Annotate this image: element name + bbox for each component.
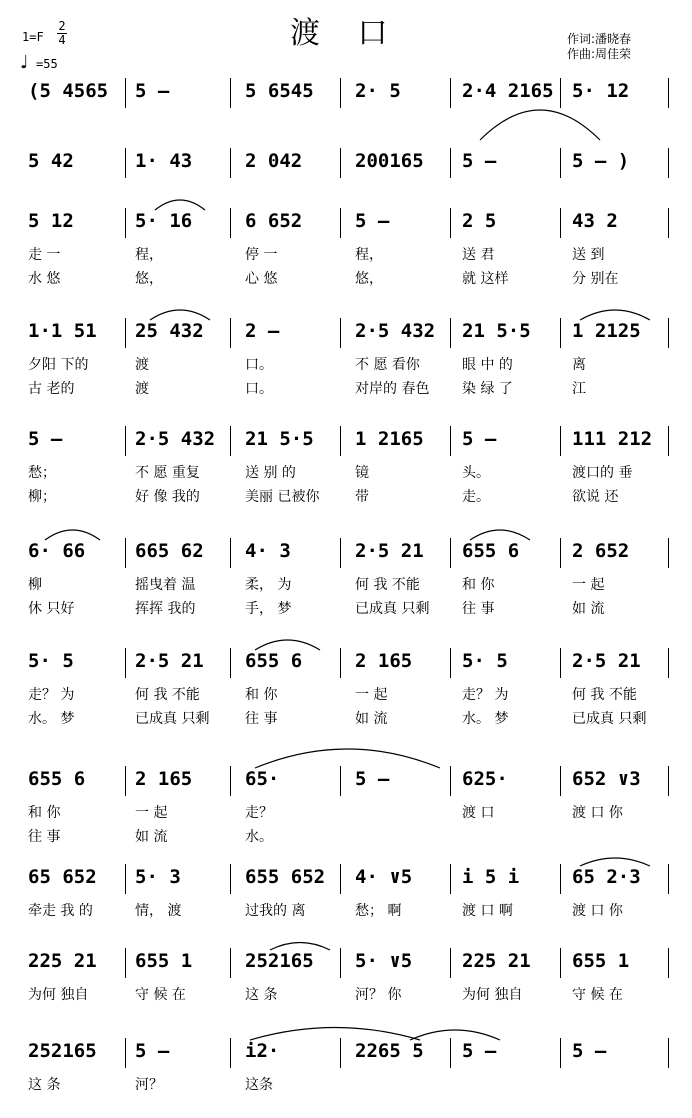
lyric-text: 渡 口 啊 (462, 903, 513, 919)
measure-notes: 2 042 (245, 150, 303, 172)
measure-notes: 2·5 21 (572, 650, 641, 672)
measure-notes: (5 4565 (28, 80, 109, 102)
measure-notes: 5 6545 (245, 80, 314, 102)
measure-notes: 252165 (245, 950, 314, 972)
measure-notes: 4· ∨5 (355, 866, 413, 888)
measure-notes: 5 – (355, 210, 390, 232)
measure-notes: 5 – (572, 1040, 607, 1062)
measure-notes: 2265 5 (355, 1040, 424, 1062)
slur-arc (255, 640, 320, 650)
lyric-text: 和 你 (245, 687, 278, 703)
lyric-text: 程， (135, 247, 163, 263)
slur-arc (45, 530, 100, 540)
measure-notes: 2·5 432 (135, 428, 216, 450)
measure-notes: 655 6 (28, 768, 86, 790)
measure-notes: 225 21 (462, 950, 531, 972)
measure-notes: 4· 3 (245, 540, 291, 562)
measure-notes: 2·4 2165 (462, 80, 554, 102)
lyric-text: 走？ 为 (462, 687, 509, 703)
lyric-text: 何 我 不能 (135, 687, 200, 703)
measure-notes: 5 – (135, 80, 170, 102)
lyric-text: 这条 (245, 1077, 273, 1093)
slur-arc (580, 858, 650, 866)
lyric-text: 河？ (135, 1077, 163, 1093)
measure-notes: 5· 16 (135, 210, 193, 232)
lyric-text: 往 事 (245, 711, 278, 727)
measure-notes: 225 21 (28, 950, 97, 972)
measure-notes: 5 – (28, 428, 63, 450)
lyric-text: 口。 (245, 357, 273, 373)
slur-arc (255, 749, 440, 768)
measure-notes: 6 652 (245, 210, 303, 232)
lyric-text: 夕阳 下的 (28, 357, 89, 373)
lyric-text: 柳 (28, 577, 42, 593)
slur-arc (410, 1030, 500, 1040)
lyric-text: 眼 中 的 (462, 357, 513, 373)
lyric-text: 古 老的 (28, 381, 75, 397)
lyric-text: 手， 梦 (245, 601, 292, 617)
lyric-text: 挥挥 我的 (135, 601, 196, 617)
measure-notes: 665 62 (135, 540, 204, 562)
lyric-text: 水。 梦 (462, 711, 509, 727)
lyric-text: 柔， 为 (245, 577, 292, 593)
lyric-text: 悠， (135, 271, 163, 287)
measure-notes: 111 212 (572, 428, 653, 450)
measure-notes: 652 ∨3 (572, 768, 641, 790)
measure-notes: 65· (245, 768, 280, 790)
slur-arc (270, 943, 330, 951)
lyric-text: 和 你 (462, 577, 495, 593)
slur-arc (580, 310, 650, 320)
measure-notes: 25 432 (135, 320, 204, 342)
lyricist-credit: 作词:潘晓春 (567, 32, 632, 46)
time-bottom: 4 (58, 33, 66, 47)
lyric-text: 情， 渡 (135, 903, 182, 919)
lyric-text: 渡 口 你 (572, 903, 623, 919)
lyric-text: 一 起 (135, 805, 168, 821)
slur-arc (250, 1028, 420, 1041)
lyric-text: 河？ 你 (355, 987, 402, 1003)
measure-notes: i 5 i (462, 866, 520, 888)
measure-notes: 2·5 21 (135, 650, 204, 672)
lyric-text: 牵走 我 的 (28, 903, 93, 919)
slur-arc (150, 310, 210, 320)
slur-arc (155, 200, 205, 210)
measure-notes: 1·1 51 (28, 320, 97, 342)
measure-notes: 65 2·3 (572, 866, 641, 888)
slur-arc (480, 110, 600, 140)
measure-notes: 1 2125 (572, 320, 641, 342)
lyric-text: 对岸的 春色 (355, 381, 430, 397)
time-top: 2 (58, 19, 66, 33)
lyric-text: 一 起 (355, 687, 388, 703)
lyric-text: 镜 (355, 465, 369, 481)
lyric-text: 往 事 (462, 601, 495, 617)
lyric-text: 愁； (28, 465, 56, 481)
measure-notes: 5 42 (28, 150, 74, 172)
measure-notes: 2 – (245, 320, 280, 342)
lyric-text: 头。 (462, 465, 490, 481)
song-title: 渡 口 (290, 16, 402, 51)
lyric-text: 何 我 不能 (355, 577, 420, 593)
lyric-text: 走？ 为 (28, 687, 75, 703)
measure-notes: 5 – (462, 150, 497, 172)
lyric-text: 美丽 已被你 (245, 489, 320, 505)
lyric-text: 走？ (245, 805, 273, 821)
lyric-text: 休 只好 (28, 601, 75, 617)
measure-notes: 655 652 (245, 866, 326, 888)
lyric-text: 已成真 只剩 (355, 601, 430, 617)
lyric-text: 已成真 只剩 (135, 711, 210, 727)
lyric-text: 一 起 (572, 577, 605, 593)
lyric-text: 渡 (135, 357, 149, 373)
measure-notes: 5· 5 (462, 650, 508, 672)
measure-notes: 5 – (135, 1040, 170, 1062)
lyric-text: 欲说 还 (572, 489, 619, 505)
measure-notes: 5 – (355, 768, 390, 790)
lyric-text: 水。 (245, 829, 273, 845)
measure-notes: 5 – (462, 1040, 497, 1062)
lyric-text: 口。 (245, 381, 273, 397)
measure-notes: 5· 12 (572, 80, 630, 102)
lyric-text: 不 愿 看你 (355, 357, 420, 373)
lyric-text: 渡 口 (462, 805, 495, 821)
lyric-text: 摇曳着 温 (135, 577, 196, 593)
lyric-text: 停 一 (245, 247, 278, 263)
measure-notes: 1 2165 (355, 428, 424, 450)
lyric-text: 悠， (355, 271, 383, 287)
measure-notes: 2 165 (135, 768, 193, 790)
lyric-text: 往 事 (28, 829, 61, 845)
measure-notes: 655 6 (245, 650, 303, 672)
measure-notes: 5· 5 (28, 650, 74, 672)
measure-notes: 6· 66 (28, 540, 86, 562)
lyric-text: 好 像 我的 (135, 489, 200, 505)
lyric-text: 染 绿 了 (462, 381, 513, 397)
slur-arc (470, 530, 530, 540)
lyric-text: 水 悠 (28, 271, 61, 287)
lyric-text: 已成真 只剩 (572, 711, 647, 727)
lyric-text: 走。 (462, 489, 490, 505)
measure-notes: 2 652 (572, 540, 630, 562)
lyric-text: 柳； (28, 489, 56, 505)
lyric-text: 渡 (135, 381, 149, 397)
measure-notes: 21 5·5 (462, 320, 531, 342)
measure-notes: 5 – ) (572, 150, 630, 172)
measure-notes: 21 5·5 (245, 428, 314, 450)
lyric-text: 水。 梦 (28, 711, 75, 727)
lyric-text: 如 流 (355, 711, 388, 727)
measure-notes: 625· (462, 768, 508, 790)
lyric-text: 渡口的 垂 (572, 465, 633, 481)
measure-notes: 43 2 (572, 210, 618, 232)
lyric-text: 走 一 (28, 247, 61, 263)
lyric-text: 守 候 在 (572, 987, 623, 1003)
measure-notes: 5· ∨5 (355, 950, 413, 972)
measure-notes: 2· 5 (355, 80, 401, 102)
measure-notes: 2·5 432 (355, 320, 436, 342)
lyric-text: 程， (355, 247, 383, 263)
measure-notes: 65 652 (28, 866, 97, 888)
measure-notes: 5· 3 (135, 866, 181, 888)
quarter-note-icon: ♩ (20, 52, 29, 73)
lyric-text: 为何 独自 (28, 987, 89, 1003)
lyric-text: 送 别 的 (245, 465, 296, 481)
measure-notes: 200165 (355, 150, 424, 172)
measure-notes: 252165 (28, 1040, 97, 1062)
measure-notes: 5 – (462, 428, 497, 450)
lyric-text: 这 条 (28, 1077, 61, 1093)
lyric-text: 送 君 (462, 247, 495, 263)
lyric-text: 过我的 离 (245, 903, 306, 919)
measure-notes: 5 12 (28, 210, 74, 232)
lyric-text: 心 悠 (245, 271, 278, 287)
measure-notes: 655 1 (572, 950, 630, 972)
lyric-text: 分 别在 (572, 271, 619, 287)
lyric-text: 不 愿 重复 (135, 465, 200, 481)
lyric-text: 江 (572, 381, 586, 397)
composer-credit: 作曲:周佳荣 (567, 47, 632, 61)
lyric-text: 如 流 (135, 829, 168, 845)
lyric-text: 送 到 (572, 247, 605, 263)
measure-notes: 2·5 21 (355, 540, 424, 562)
lyric-text: 和 你 (28, 805, 61, 821)
measure-notes: i2· (245, 1040, 280, 1062)
tempo-marking: =55 (36, 57, 58, 71)
measure-notes: 2 5 (462, 210, 497, 232)
key-signature: 1=F (22, 30, 44, 44)
lyric-text: 愁； 啊 (355, 903, 402, 919)
lyric-text: 就 这样 (462, 271, 509, 287)
measure-notes: 655 1 (135, 950, 193, 972)
lyric-text: 渡 口 你 (572, 805, 623, 821)
lyric-text: 何 我 不能 (572, 687, 637, 703)
measure-notes: 2 165 (355, 650, 413, 672)
lyric-text: 离 (572, 357, 586, 373)
lyric-text: 守 候 在 (135, 987, 186, 1003)
measure-notes: 655 6 (462, 540, 520, 562)
lyric-text: 如 流 (572, 601, 605, 617)
lyric-text: 为何 独自 (462, 987, 523, 1003)
measure-notes: 1· 43 (135, 150, 193, 172)
lyric-text: 这 条 (245, 987, 278, 1003)
lyric-text: 带 (355, 489, 369, 505)
